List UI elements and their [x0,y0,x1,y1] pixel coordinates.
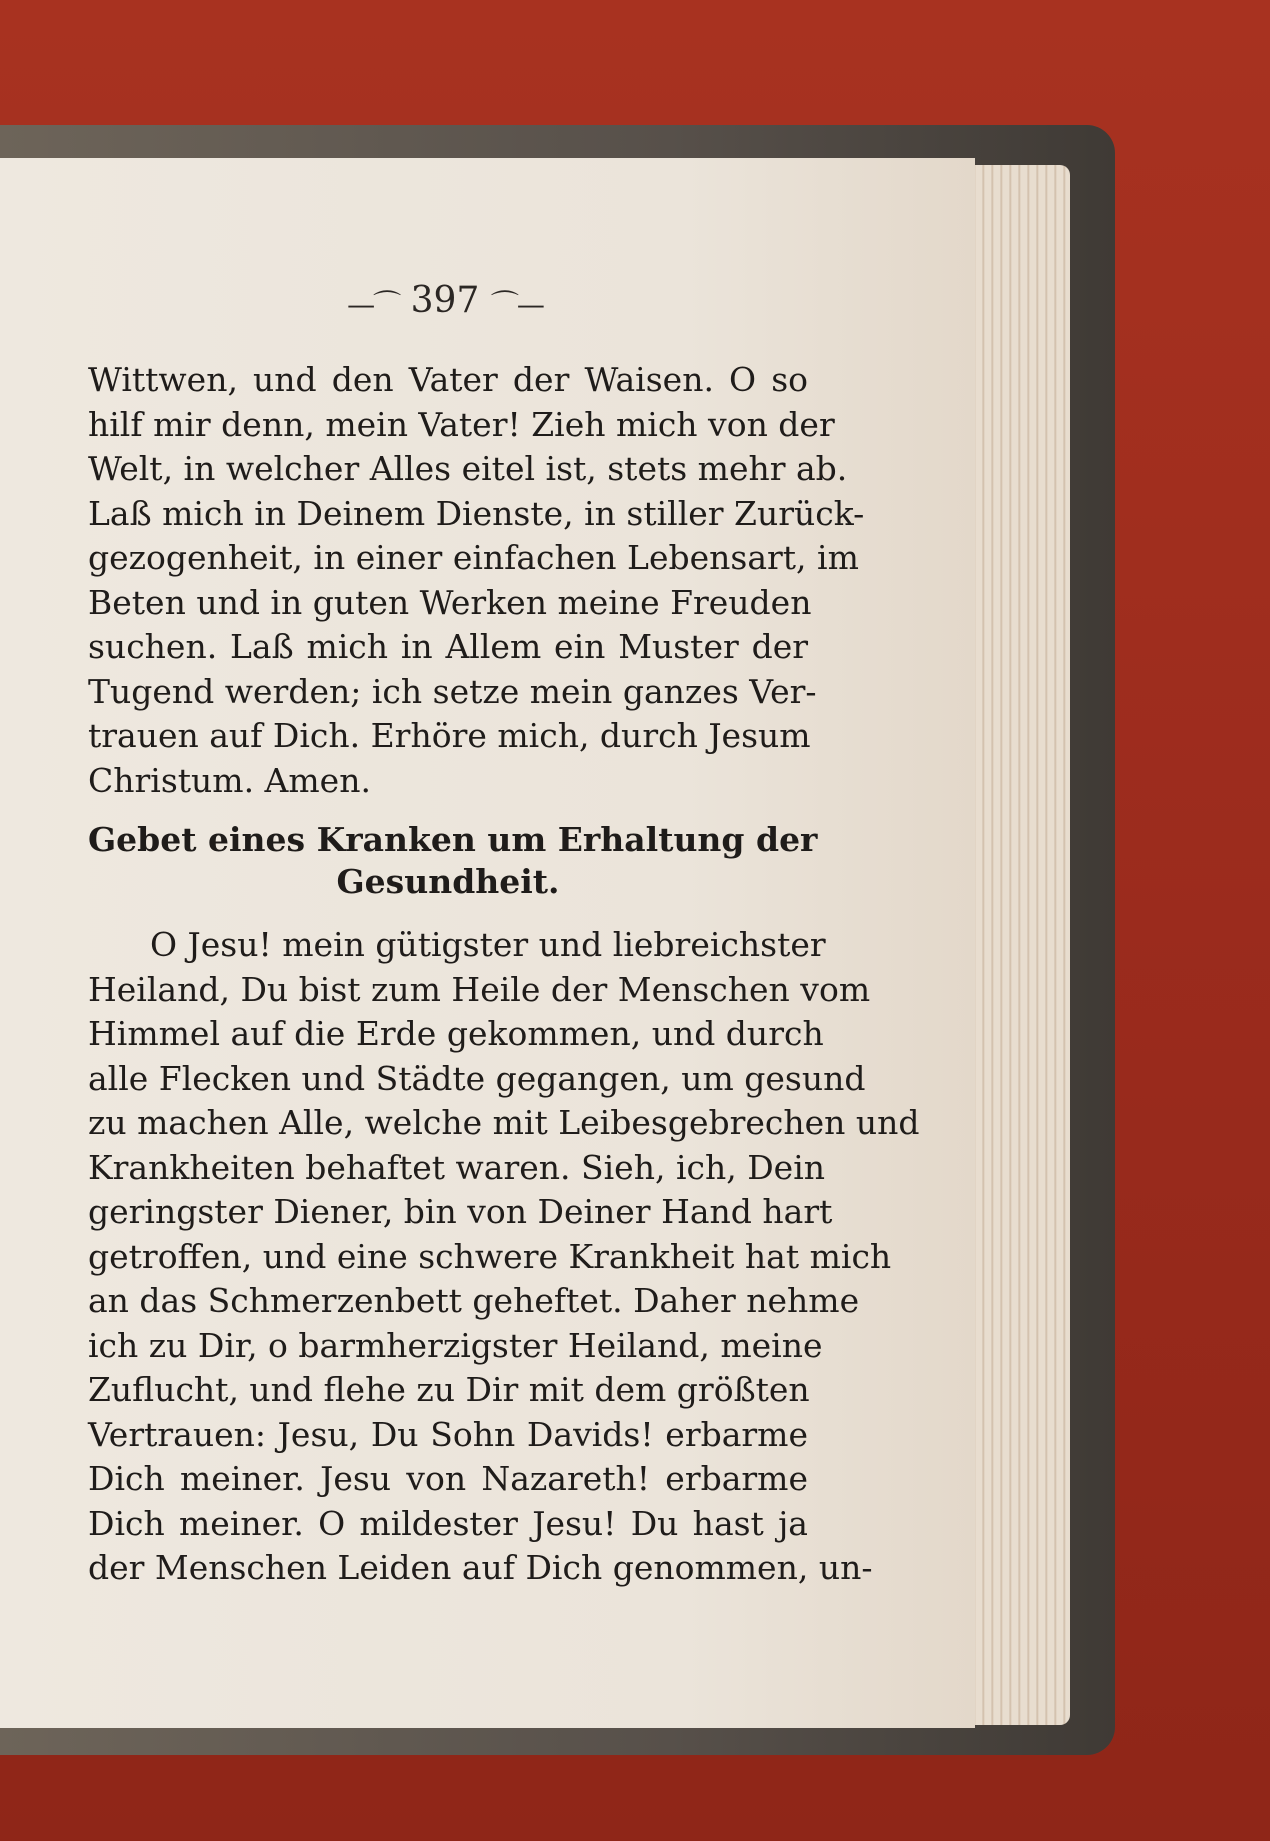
right-ornament-icon: ⌒— [490,288,543,321]
text-line: an das Schmerzenbett geheftet. Daher nehme [88,1281,860,1320]
heading-line: Gebet eines Kranken um Erhaltung der [88,820,818,859]
text-line: trauen auf Dich. Erhöre mich, durch Jesum [88,716,811,755]
text-line: Zuflucht, und flehe zu Dir mit dem größten [88,1370,810,1409]
page-text [88,358,920,1591]
page-header [0,280,890,323]
text-line: Welt, in welcher Alles eitel ist, stets mehr ab. [88,449,848,488]
text-line: Heiland, Du bist zum Heile der Menschen vom [88,969,871,1009]
text-line: Wittwen, und den Vater der Waisen. O so [88,360,808,399]
text-line: Krankheiten behaftet waren. Sieh, ich, Dein [88,1147,826,1187]
text-line: Dich meiner. O mildester Jesu! Du hast ja [88,1503,808,1543]
text-line: Tugend werden; ich setze mein ganzes Ver- [88,671,817,711]
paragraph-continued [88,358,865,803]
text-line: geringster Diener, bin von Deiner Hand hart [88,1192,833,1231]
text-line: Dich meiner. Jesu von Nazareth! erbarme [88,1459,808,1498]
prayer-paragraph [88,923,920,1591]
page-number: 397 [410,280,480,321]
text-line: hilf mir denn, mein Vater! Zieh mich von der [88,404,835,444]
left-ornament-icon: —⌒ [347,288,400,321]
text-line: suchen. Laß mich in Allem ein Muster der [88,627,808,666]
text-line: Himmel auf die Erde gekommen, und durch [88,1014,824,1053]
text-line: Laß mich in Deinem Dienste, in stiller Zurück- [88,493,865,533]
text-line: getroffen, und eine schwere Krankheit hat mich [88,1236,892,1276]
text-line: zu machen Alle, welche mit Leibesgebrechen und [88,1103,920,1142]
text-line: alle Flecken und Städte gegangen, um gesund [88,1058,866,1098]
text-line: der Menschen Leiden auf Dich genommen, un- [88,1548,873,1587]
prayer-heading [88,819,818,903]
text-line: ich zu Dir, o barmherzigster Heiland, meine [88,1325,823,1365]
text-line: Beten und in guten Werken meine Freuden [88,582,812,622]
heading-line: Gesundheit. [336,862,560,901]
text-line: O Jesu! mein gütigster und liebreichster [150,925,826,964]
text-line: Vertrauen: Jesu, Du Sohn Davids! erbarme [88,1414,808,1454]
text-line: Christum. Amen. [88,760,371,800]
text-line: gezogenheit, in einer einfachen Lebensart, im [88,538,859,577]
